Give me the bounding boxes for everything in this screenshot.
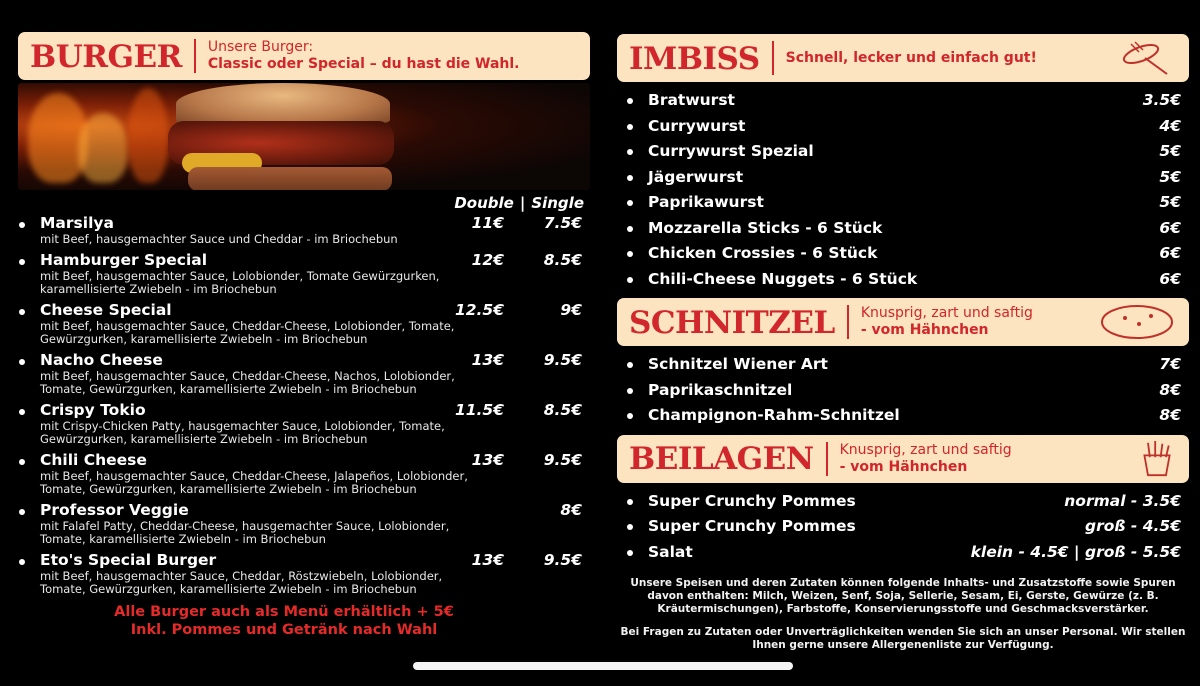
- imbiss-item-name: Paprikawurst: [648, 193, 764, 211]
- burger-item-desc: mit Beef, hausgemachter Sauce, Cheddar-Cheese, Nachos, Lolobionder, Tomate, Gewürzgurken, karamellisierte Zwiebeln - im Briochebun: [40, 368, 455, 396]
- contact-note: Bei Fragen zu Zutaten oder Unverträglichkeiten wenden Sie sich an unser Personal. Wir stellen Ihnen gerne unsere Allergenenliste zur Verfügung.: [620, 626, 1186, 651]
- schnitzel-item-price: 8€: [1159, 406, 1181, 424]
- burger-subtitle-line2: Classic oder Special – du hast die Wahl.: [207, 56, 520, 72]
- beilagen-item: [617, 514, 1189, 540]
- burger-item-single-price: 7.5€: [543, 214, 582, 232]
- burger-subtitle: [208, 39, 520, 73]
- schnitzel-item: [617, 403, 1189, 429]
- banner-divider: [772, 41, 774, 75]
- price-column-header: [18, 194, 590, 214]
- imbiss-item-name: Currywurst Spezial: [648, 142, 814, 160]
- imbiss-item-price: 5€: [1159, 142, 1181, 160]
- beilagen-subtitle: [840, 442, 1012, 476]
- imbiss-item: [617, 267, 1189, 293]
- imbiss-item-name: Currywurst: [648, 116, 746, 135]
- burger-item-single-price: 9.5€: [543, 350, 582, 369]
- burger-item: [18, 351, 590, 397]
- beilagen-item-price: normal - 3.5€: [1064, 491, 1181, 510]
- burger-item-double-price: 13€: [471, 350, 504, 369]
- schnitzel-icon: [1099, 302, 1175, 342]
- beilagen-item-name: Super Crunchy Pommes: [648, 517, 856, 535]
- burger-item-single-price: 8€: [560, 500, 582, 519]
- beilagen-list: [617, 489, 1189, 566]
- banner-divider: [847, 305, 849, 339]
- burger-item: [18, 251, 590, 297]
- imbiss-item-name: Mozzarella Sticks - 6 Stück: [648, 218, 883, 237]
- banner-divider: [826, 442, 828, 476]
- burger-item-single-price: 9.5€: [543, 450, 582, 469]
- burger-item-double-price: 13€: [471, 450, 504, 469]
- horizontal-scrollbar[interactable]: [413, 662, 793, 670]
- allergen-note: Unsere Speisen und deren Zutaten können folgende Inhalts- und Zusatzstoffe sowie Spuren davon enthalten: Milch, Weizen, Senf, Soja, Sellerie, Sesam, Ei, Gerste, Gewürze (z. B. Kräutermischungen), Farbstoffe, Konservierungsstoffe und Geschmacksverstärker.: [630, 577, 1176, 615]
- burger-item-name: Marsilya: [40, 214, 114, 232]
- imbiss-item-price: 5€: [1159, 193, 1181, 211]
- beilagen-item-name: Super Crunchy Pommes: [648, 491, 856, 510]
- beilagen-item-name: Salat: [648, 542, 693, 561]
- burger-item-desc: mit Crispy-Chicken Patty, hausgemachter Sauce, Lolobionder, Tomate, Gewürzgurken, karamellisierte Zwiebeln - im Briochebun: [40, 418, 445, 446]
- burger-item-single-price: 9€: [560, 300, 582, 319]
- beilagen-item: [617, 540, 1189, 566]
- burger-item-name: Chili Cheese: [40, 450, 147, 469]
- schnitzel-subtitle-line2: - vom Hähnchen: [860, 322, 989, 338]
- imbiss-item-name: Chicken Crossies - 6 Stück: [648, 244, 878, 262]
- imbiss-item: [617, 216, 1189, 242]
- imbiss-item-name: Jägerwurst: [648, 167, 744, 186]
- burger-item-name: Cheese Special: [40, 300, 172, 319]
- schnitzel-item-price: 7€: [1159, 355, 1181, 373]
- header-separator: |: [519, 194, 526, 212]
- promo-line2: Inkl. Pommes und Getränk nach Wahl: [130, 621, 438, 638]
- beilagen-item-price: groß - 4.5€: [1084, 517, 1181, 535]
- promo-line1: Alle Burger auch als Menü erhältlich + 5€: [114, 603, 454, 620]
- fries-icon: [1139, 439, 1175, 479]
- burger-item-single-price: 9.5€: [543, 550, 582, 569]
- burger-item-desc: mit Beef, hausgemachter Sauce und Cheddar - im Briochebun: [40, 232, 398, 246]
- burger-item: [18, 551, 590, 597]
- imbiss-item: [617, 139, 1189, 165]
- double-header: Double: [454, 194, 514, 212]
- schnitzel-banner: [617, 298, 1189, 346]
- schnitzel-subtitle: [861, 305, 1033, 339]
- schnitzel-list: [617, 352, 1189, 429]
- schnitzel-item-name: Paprikaschnitzel: [648, 380, 793, 399]
- burger-item: [18, 501, 590, 547]
- imbiss-item-name: Bratwurst: [648, 91, 735, 109]
- imbiss-title: IMBISS: [629, 40, 760, 77]
- menu-promo: [18, 603, 590, 639]
- imbiss-item: [617, 165, 1189, 191]
- burger-item-desc: mit Beef, hausgemachter Sauce, Cheddar-Cheese, Lolobionder, Tomate, Gewürzgurken, karamellisierte Zwiebeln - im Briochebun: [40, 318, 455, 346]
- burger-item: [18, 451, 590, 497]
- schnitzel-item: [617, 352, 1189, 378]
- burger-banner: [18, 32, 590, 80]
- sausage-fork-icon: [1119, 38, 1175, 78]
- burger-item-desc: mit Beef, hausgemachter Sauce, Cheddar-Cheese, Jalapeños, Lolobionder, Tomate, Gewürzgurken, karamellisierte Zwiebeln - im Briochebun: [40, 468, 468, 496]
- burger-item-desc: mit Beef, hausgemachter Sauce, Cheddar, Röstzwiebeln, Lolobionder, Tomate, Gewürzgurken, karamellisierte Zwiebeln - im Briochebun: [40, 568, 443, 596]
- burger-list: [18, 214, 590, 597]
- burger-item-double-price: 12€: [471, 250, 504, 269]
- burger-item-name: Eto's Special Burger: [40, 550, 217, 569]
- schnitzel-item-name: Champignon-Rahm-Schnitzel: [648, 406, 900, 424]
- burger-item: [18, 214, 590, 247]
- burger-item-double-price: 12.5€: [454, 300, 504, 319]
- burger-photo: [18, 83, 590, 190]
- beilagen-banner: [617, 435, 1189, 483]
- burger-item-double-price: 13€: [471, 550, 504, 569]
- burger-item: [18, 401, 590, 447]
- imbiss-item: [617, 114, 1189, 140]
- burger-item-name: Hamburger Special: [40, 250, 208, 269]
- burger-item-single-price: 8.5€: [543, 400, 582, 419]
- burger-item-name: Nacho Cheese: [40, 350, 163, 369]
- beilagen-item: [617, 489, 1189, 515]
- imbiss-item-name: Chili-Cheese Nuggets - 6 Stück: [648, 269, 918, 288]
- burger-item-name: Crispy Tokio: [40, 400, 146, 419]
- beilagen-item-price: klein - 4.5€ | groß - 5.5€: [970, 542, 1181, 561]
- burger-item: [18, 301, 590, 347]
- imbiss-subtitle: Schnell, lecker und einfach gut!: [785, 49, 1037, 66]
- burger-item-double-price: 11.5€: [454, 400, 504, 419]
- imbiss-item-price: 6€: [1159, 244, 1181, 262]
- burger-item-desc: mit Falafel Patty, Cheddar-Cheese, hausgemachter Sauce, Lolobionder, Tomate, karamellisierte Zwiebeln - im Briochebun: [40, 518, 450, 546]
- imbiss-item: [617, 88, 1189, 114]
- burger-item-single-price: 8.5€: [543, 250, 582, 269]
- burger-item-double-price: 11€: [471, 214, 504, 232]
- single-header: Single: [531, 194, 584, 212]
- imbiss-list: [617, 88, 1189, 292]
- schnitzel-item: [617, 378, 1189, 404]
- burger-item-desc: mit Beef, hausgemachter Sauce, Lolobionder, Tomate Gewürzgurken, karamellisierte Zwiebeln - im Briochebun: [40, 268, 440, 296]
- imbiss-item-price: 6€: [1159, 269, 1181, 288]
- burger-section: [18, 32, 590, 639]
- burger-subtitle-line1: Unsere Burger:: [207, 39, 314, 55]
- imbiss-item-price: 6€: [1159, 218, 1181, 237]
- imbiss-banner: [617, 34, 1189, 82]
- imbiss-item-price: 3.5€: [1142, 91, 1181, 109]
- imbiss-item: [617, 241, 1189, 267]
- imbiss-item-price: 5€: [1159, 167, 1181, 186]
- schnitzel-item-name: Schnitzel Wiener Art: [648, 355, 828, 373]
- beilagen-title: BEILAGEN: [629, 441, 814, 477]
- burger-title: BURGER: [30, 38, 182, 75]
- right-column: [617, 34, 1189, 652]
- beilagen-subtitle-line1: Knusprig, zart und saftig: [839, 441, 1012, 458]
- schnitzel-title: SCHNITZEL: [629, 304, 835, 341]
- burger-item-name: Professor Veggie: [40, 500, 189, 519]
- imbiss-item-price: 4€: [1159, 116, 1181, 135]
- beilagen-subtitle-line2: - vom Hähnchen: [839, 458, 968, 475]
- imbiss-item: [617, 190, 1189, 216]
- banner-divider: [194, 39, 196, 73]
- schnitzel-item-price: 8€: [1159, 380, 1181, 399]
- schnitzel-subtitle-line1: Knusprig, zart und saftig: [860, 305, 1033, 321]
